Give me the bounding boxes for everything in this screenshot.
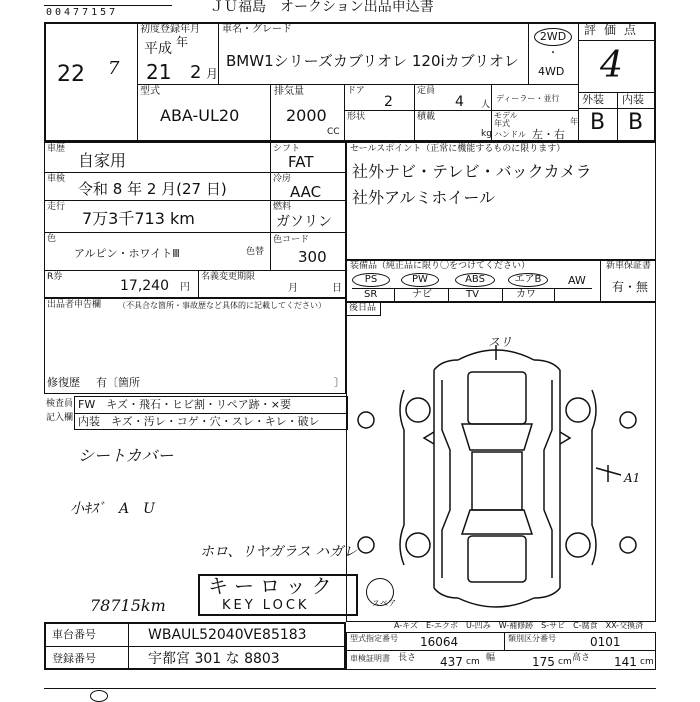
handle: 左・右 (532, 128, 565, 141)
mirror-right (560, 432, 570, 444)
ac-label: 冷房 (273, 174, 292, 184)
width: 175 (532, 655, 555, 669)
equip-aw: AW (568, 274, 586, 287)
capacity-unit: 人 (481, 100, 491, 110)
spare-key-label: スペア (372, 599, 396, 608)
left-door-line (442, 380, 450, 578)
capacity: 4 (455, 94, 464, 110)
length-label: 長さ (398, 653, 417, 663)
displacement: 2000 (286, 106, 327, 125)
length: 437 (440, 655, 463, 669)
equip-navi: ナビ (412, 289, 432, 300)
damage-legend: A-キズ E-エクボ U-凹み W-補修跡 S-サビ C-腐食 XX-交換済 (394, 621, 644, 630)
width-label: 幅 (486, 653, 496, 663)
serial-number: 00477157 (46, 7, 119, 18)
doors: 2 (384, 94, 393, 110)
equip-abs: ABS (455, 273, 495, 287)
report-note: （不具合な箇所・事故歴など具体的に記載してください） (118, 301, 326, 310)
vehicle-name-label: 車名・グレード (222, 24, 292, 35)
diagram-a1-note: A1 (624, 471, 641, 485)
equip-ps: PS (352, 273, 390, 287)
height-unit: cm (640, 657, 654, 667)
key-lock-jp: キーロック (208, 574, 338, 598)
width-unit: cm (558, 657, 572, 667)
type-no-label: 型式指定番号 (350, 634, 398, 643)
model-year-unit: 年 (570, 117, 578, 126)
right-side-outline (534, 360, 560, 598)
handwritten-note-1: シートカバー (78, 446, 174, 465)
fuel-label: 燃料 (273, 202, 292, 212)
report-section (44, 298, 346, 394)
height: 141 (614, 655, 637, 669)
reg-month: 2 (190, 62, 202, 83)
windshield (462, 424, 532, 450)
equip-sr: SR (364, 289, 378, 300)
right-door-line (544, 380, 552, 578)
shift-label: シフト (273, 144, 301, 154)
wheel-rear-right (566, 533, 590, 557)
plate-number: 宇都宮 301 な 8803 (148, 651, 280, 667)
mileage-label: 走行 (47, 202, 66, 212)
equip-leather: カワ (516, 289, 536, 300)
color-name: アルピン・ホワイトⅢ (74, 247, 180, 260)
tax-label: 名義変更期限 (201, 272, 256, 282)
recycle-unit: 円 (180, 282, 190, 293)
handwritten-mileage: 78715km (90, 596, 166, 615)
inspection-date: 令和 8 年 2 月(27 日) (78, 180, 227, 198)
usage-label: 車歴 (47, 144, 66, 154)
ac: AAC (290, 183, 322, 201)
new-car-warranty-label: 新車保証書 (606, 261, 652, 271)
interior-grade: B (628, 110, 644, 135)
usage: 自家用 (78, 151, 127, 170)
rear-items-label: 後日品 (349, 303, 377, 313)
class-no-label: 類別区分番号 (508, 634, 556, 643)
month-unit: 月 (206, 67, 219, 81)
evaluation-score: 4 (600, 45, 623, 86)
load-label: 積載 (417, 112, 436, 122)
equip-pw: PW (401, 273, 439, 287)
drive-dot: ・ (548, 48, 558, 59)
color-code-label: 色コード (273, 235, 310, 245)
length-unit: cm (466, 657, 480, 667)
drive-4wd: 4WD (538, 65, 565, 78)
inspection-label: 車検 (47, 174, 66, 184)
height-label: 高さ (572, 653, 591, 663)
inspector-label-1: 検査員 (46, 399, 74, 409)
roof (472, 452, 522, 510)
year-suffix: 年 (176, 35, 189, 49)
mirror-left (424, 432, 434, 444)
inspector-label-2: 記入欄 (46, 413, 74, 423)
outer-wheel-1 (358, 412, 374, 428)
dims-label: 車検証明書 (350, 654, 390, 663)
selling-point-1: 社外ナビ・テレビ・バックカメラ (352, 162, 592, 181)
tax-day: 日 (332, 283, 342, 294)
color-code: 300 (298, 248, 327, 266)
car-damage-diagram (346, 320, 656, 620)
interior-label: 内装 (622, 93, 644, 106)
report-label: 出品者申告欄 (47, 300, 102, 310)
equipment-label: 装備品（純正品に限り〇をつけてください） (350, 261, 531, 271)
key-lock-en: KEY LOCK (222, 598, 310, 613)
shift: FAT (288, 153, 314, 171)
selling-point-2: 社外アルミホイール (352, 188, 496, 207)
exterior-check-row: FW キズ・飛石・ヒビ割・リペア跡・×要 (78, 398, 291, 411)
vehicle-name: BMW1シリーズカブリオレ 120iカブリオレ (226, 52, 519, 70)
model-code: ABA-UL20 (160, 106, 240, 125)
wheel-rear-left (406, 533, 430, 557)
exterior-grade: B (590, 110, 606, 135)
recycle-fee: 17,240 (120, 278, 169, 294)
trunk (468, 536, 526, 582)
rear-glass (462, 510, 532, 534)
new-car-warranty: 有・無 (612, 280, 649, 294)
model-label: 型式 (140, 86, 160, 97)
doors-label: ドア (347, 86, 365, 96)
repair-label: 修復歴 (47, 376, 80, 389)
wheel-front-left (406, 398, 430, 422)
wheel-front-right (566, 398, 590, 422)
vin: WBAUL52040VE85183 (148, 627, 307, 643)
equip-tv: TV (466, 289, 479, 300)
bottom-circle-mark (90, 690, 108, 702)
outer-wheel-4 (620, 537, 636, 553)
model-year-label: モデル年式 (494, 111, 518, 128)
diagram-top-note: スリ (488, 335, 513, 349)
outer-wheel-2 (620, 412, 636, 428)
recycle-label: R券 (47, 272, 63, 282)
handwritten-note-3: ホロ、リヤガラス ハガレ (200, 544, 358, 560)
class-no: 0101 (590, 635, 621, 649)
color-change-label: 色替 (246, 247, 265, 257)
rear-bumper-outline (458, 598, 534, 607)
type-no: 16064 (420, 635, 459, 649)
color-label: 色 (47, 234, 57, 244)
right-fender (592, 390, 596, 565)
lot-mark: 7 (108, 58, 120, 79)
shape-label: 形状 (347, 112, 366, 122)
dealer-label: ディーラー・並行 (496, 94, 560, 103)
repair-value: 有〔箇所 (96, 376, 140, 389)
form-title: ＪＵ福島 オークション出品申込書 (210, 0, 434, 15)
evaluation-label: 評価点 (584, 23, 645, 37)
era: 平成 (144, 41, 172, 57)
repair-bracket: 〕 (334, 376, 345, 389)
exterior-label: 外装 (582, 93, 604, 106)
capacity-label: 定員 (417, 86, 436, 96)
tax-month: 月 (288, 283, 298, 294)
displacement-label: 排気量 (274, 86, 304, 97)
plate-label: 登録番号 (52, 652, 96, 665)
mileage: 7万3千713 km (82, 209, 195, 228)
drive-2wd: 2WD (534, 28, 572, 46)
left-side-outline (434, 360, 458, 598)
left-fender (400, 390, 404, 565)
selling-points-label: セールスポイント（正常に機能するものに限ります） (350, 144, 566, 154)
lot-number: 22 (57, 62, 85, 87)
fuel: ガソリン (276, 214, 332, 230)
equip-airbag: エアB (508, 273, 548, 287)
handwritten-note-2: 小ｷｽﾞ A U (70, 501, 155, 517)
hood (468, 372, 526, 424)
vin-label: 車台番号 (52, 628, 96, 641)
reg-year: 21 (146, 60, 172, 84)
load-unit: kg (481, 129, 492, 139)
displacement-unit: CC (327, 127, 340, 137)
handle-label: ハンドル (494, 130, 526, 139)
first-reg-label: 初度登録年月 (140, 24, 200, 35)
interior-check-row: 内装 キズ・汚レ・コゲ・穴・スレ・キレ・破レ (78, 415, 320, 428)
outer-wheel-3 (358, 537, 374, 553)
